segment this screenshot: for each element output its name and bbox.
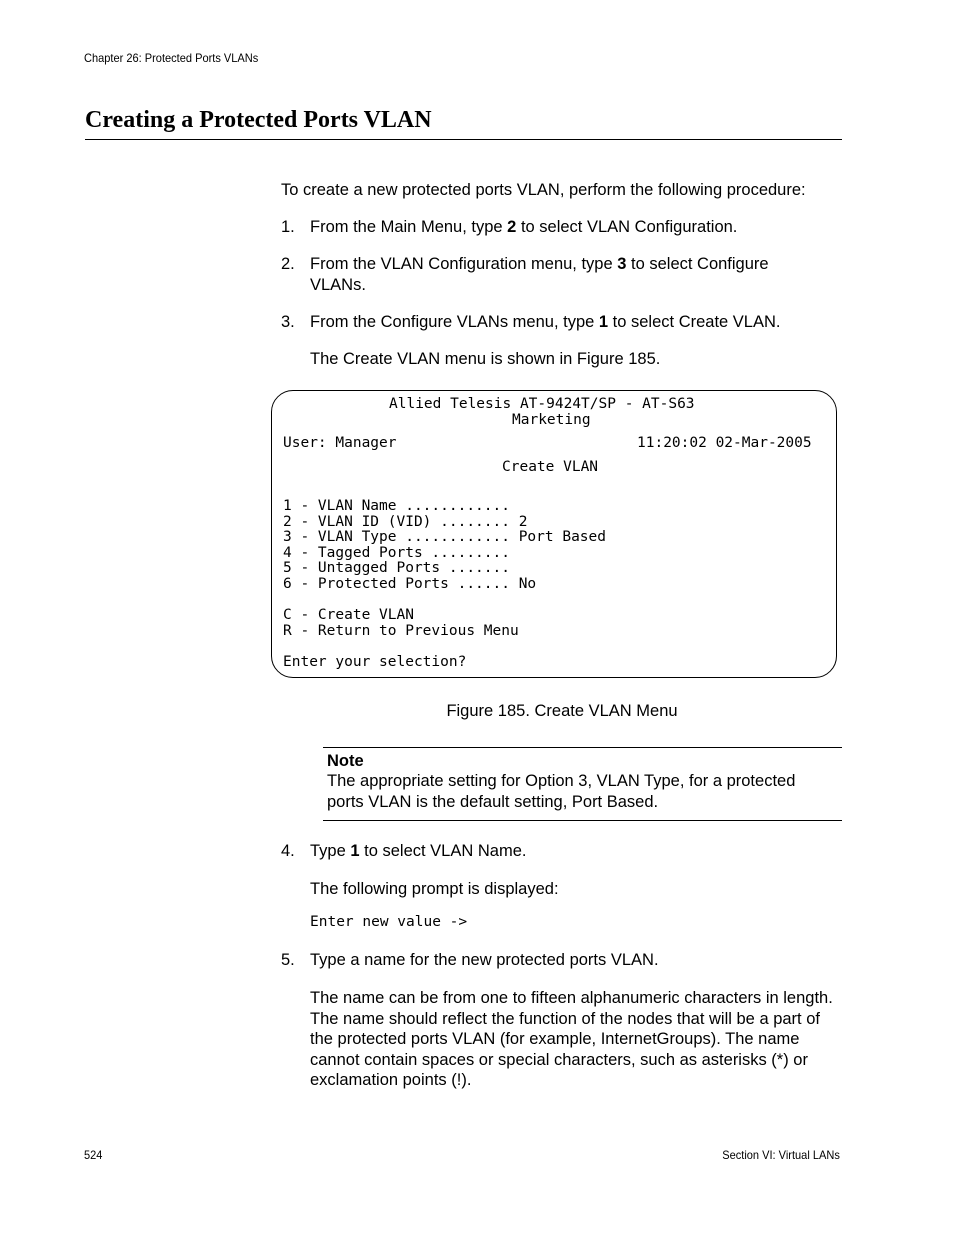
step-text: Type a name for the new protected ports VLAN. (310, 951, 659, 969)
step-text: Type 1 to select VLAN Name. (310, 842, 527, 860)
note-text: The appropriate setting for Option 3, VLAN Type, for a protected ports VLAN is the default setting, Port Based. (327, 772, 796, 811)
intro-paragraph: To create a new protected ports VLAN, perform the following procedure: (281, 181, 806, 199)
screen-title: Allied Telesis AT-9424T/SP - AT-S63 (389, 396, 695, 412)
step-number: 1. (281, 218, 295, 236)
menu-option: 6 - Protected Ports ...... No (283, 576, 537, 592)
step-key: 1 (350, 842, 360, 860)
step-followup: The name can be from one to fifteen alphanumeric characters in length. The name should reflect the function of the nodes that will be a part of the protected ports VLAN (for example, InternetGroups). The name cannot contain spaces or special characters, such as asterisks (*) or exclamation points (!). (310, 989, 833, 1089)
title-rule (85, 139, 842, 140)
screen-menu-title: Create VLAN (502, 459, 599, 475)
note-top-rule (323, 747, 842, 748)
screen-prompt: Enter your selection? (283, 654, 467, 670)
running-header: Chapter 26: Protected Ports VLANs (84, 51, 259, 65)
note-label: Note (327, 752, 364, 770)
step-number: 5. (281, 951, 295, 969)
step-key: 1 (598, 313, 609, 331)
screen-user: User: Manager (283, 435, 397, 451)
step-text: From the Main Menu, type 2 to select VLAN Configuration. (310, 218, 738, 236)
step-text: From the Configure VLANs menu, type 1 to select Create VLAN. (310, 313, 781, 331)
menu-action: R - Return to Previous Menu (283, 623, 519, 639)
menu-option: 4 - Tagged Ports ......... (283, 545, 510, 561)
step-key: 2 (507, 218, 517, 236)
step-number: 3. (281, 313, 295, 331)
screen-datetime: 11:20:02 02-Mar-2005 (637, 435, 812, 451)
step-number: 4. (281, 842, 295, 860)
step-number: 2. (281, 255, 295, 273)
menu-action: C - Create VLAN (283, 607, 414, 623)
terminal-screen (271, 390, 837, 678)
step-followup: The Create VLAN menu is shown in Figure 185. (310, 350, 661, 368)
menu-option: 1 - VLAN Name ............ (283, 498, 510, 514)
footer-section: Section VI: Virtual LANs (722, 1148, 840, 1162)
menu-option: 5 - Untagged Ports ....... (283, 560, 510, 576)
step-text: From the VLAN Configuration menu, type 3 to select Configure VLANs. (310, 255, 769, 294)
screen-subtitle: Marketing (512, 412, 591, 428)
prompt-example: Enter new value -> (310, 914, 468, 930)
section-title: Creating a Protected Ports VLAN (85, 107, 432, 133)
page-number: 524 (84, 1148, 103, 1162)
figure-caption: Figure 185. Create VLAN Menu (446, 702, 678, 720)
menu-option: 3 - VLAN Type ............ Port Based (283, 529, 607, 545)
note-bottom-rule (323, 820, 842, 821)
step-key: 3 (617, 255, 627, 273)
step-followup: The following prompt is displayed: (310, 880, 559, 898)
menu-option: 2 - VLAN ID (VID) ........ 2 (283, 514, 528, 530)
